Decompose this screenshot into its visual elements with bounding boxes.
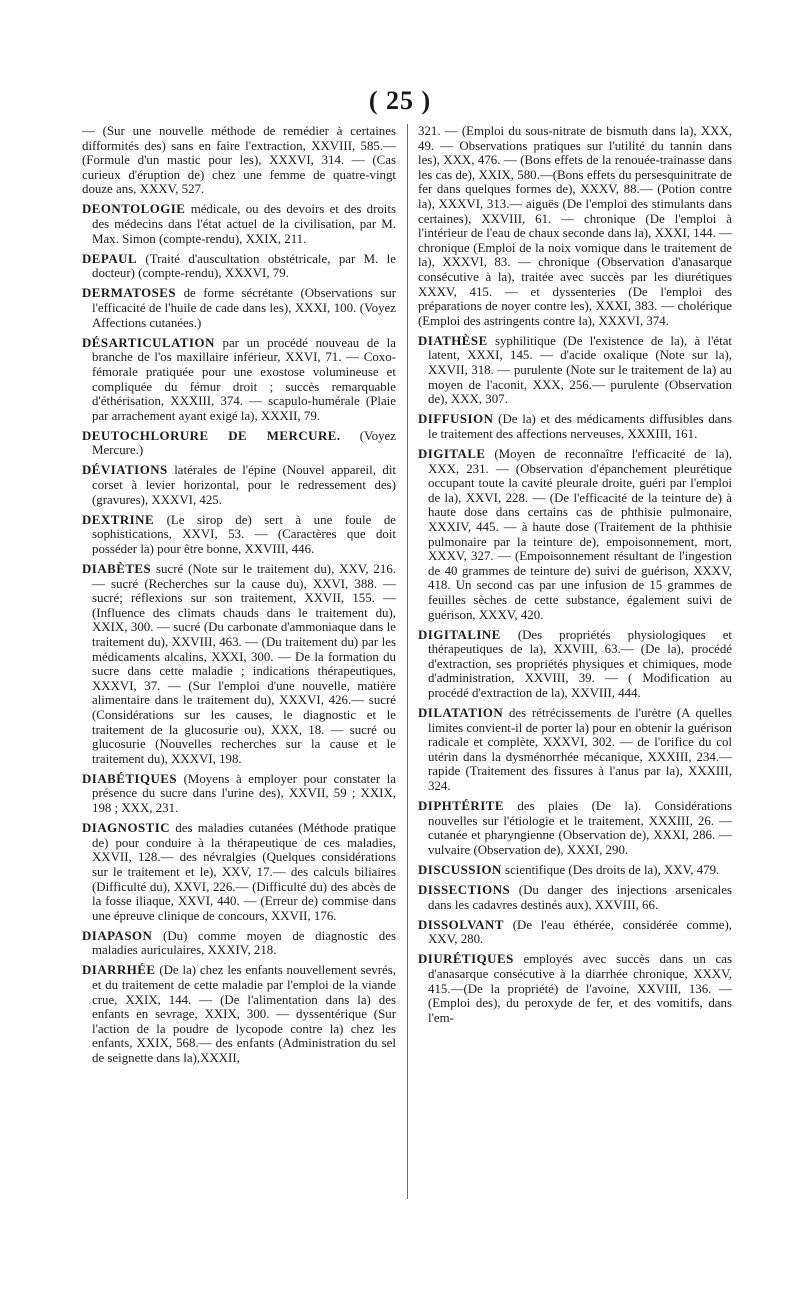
index-entry — [418, 952, 732, 1025]
index-entry — [82, 202, 396, 246]
entry-text: latérales de l'épine (Nouvel appareil, dit corset à levier horizontal, pour le redressement des) (gravures), XXXVI, 425. — [92, 463, 396, 507]
entry-text: des rétrécissements de l'urètre (A quelles limites convient-il de porter la) pour en obtenir la guérison radicale et complète, XXXVI, 302. — de l'orifice du col utérin dans la dysménorrhée mécanique, XXXIII, 234.— rapide (Traitement des fissures à l'anus par la), XXXIII, 324. — [428, 706, 732, 794]
entry-text: (Traité d'auscultation obstétricale, par M. le docteur) (compte-rendu), XXXVI, 79. — [92, 251, 396, 281]
index-entry — [82, 286, 396, 330]
index-entry — [82, 336, 396, 424]
entry-headword: DIGITALE — [418, 446, 486, 461]
entry-headword: DEONTOLOGIE — [82, 202, 186, 217]
index-entry — [82, 562, 396, 766]
index-entry — [418, 412, 732, 441]
entry-headword: DIFFUSION — [418, 412, 494, 427]
index-entry — [418, 628, 732, 701]
index-entry — [82, 513, 396, 557]
index-entry — [82, 963, 396, 1065]
entry-headword: DIABÉTIQUES — [82, 771, 178, 786]
index-entry — [82, 929, 396, 958]
entry-headword: DEXTRINE — [82, 512, 155, 527]
left-column — [82, 124, 396, 1071]
entry-headword: DIURÉTIQUES — [418, 952, 514, 967]
index-entry — [418, 799, 732, 857]
index-entry — [82, 429, 396, 458]
entry-text: (Des propriétés physiologiques et thérapeutiques de la), XXVIII, 63.— (De la), procédé d'extraction, ses propriétés physiques et chimiques, mode d'administration, XXVIII, 39. — ( Modification au procédé d'extraction de la), XXVIII, 444. — [428, 627, 732, 700]
index-entry — [418, 918, 732, 947]
index-entry — [82, 772, 396, 816]
entry-headword: DERMATOSES — [82, 286, 177, 301]
entry-headword: DEUTOCHLORURE DE MERCURE. — [82, 428, 341, 443]
entry-text: sucré (Note sur le traitement du), XXV, 216. — sucré (Recherches sur la cause du), XXVI, 388. — sucré; réflexions sur son traitement, XXVII, 155. — (Influence des climats chauds dans le traitement du), XXIX, 300. — sucré (Du carbonate d'ammoniaque dans le traitement du), XXVIII, 463. — (Du traitement du) par les médicaments alcalins, XXXI, 300. — De la formation du sucre dans cette maladie ; indications thérapeutiques, XXXVI, 37. — (Sur l'emploi d'une nouvelle, matière alimentaire dans le traitement du), XXXVI, 426.— sucré (Considérations sur les causes, le diagnostic et le traitement de la glucosurie ou), XXX, 18. — sucré ou glucosurie (Nouvelles recherches sur la cause et le traitement du), XXXVI, 198. — [92, 562, 396, 766]
entry-text: (De l'eau éthérée, considérée comme), XXV, 280. — [428, 917, 732, 947]
index-entry — [418, 124, 732, 328]
index-entry — [418, 863, 732, 878]
entry-headword: DEPAUL — [82, 251, 138, 266]
entry-headword: DIAGNOSTIC — [82, 821, 171, 836]
entry-text: des plaies (De la). Considérations nouvelles sur l'étiologie et le traitement, XXXIII, 26. — cutanée et pharyngienne (Observation de), XXXI, 286. — vulvaire (Observation de), XXXI, 290. — [428, 799, 732, 857]
entry-headword: DÉSARTICULATION — [82, 335, 215, 350]
index-entry — [82, 821, 396, 923]
entry-text: (Voyez Mercure.) — [92, 428, 396, 458]
entry-text: (Moyens à employer pour constater la présence du sucre dans l'urine des), XXVII, 59 ; XXIX, 198 ; XXX, 231. — [92, 771, 396, 816]
entry-text: (Le sirop de) sert à une foule de sophistications, XXVI, 53. — (Caractères que doit posséder la) pour être bonne, XXVIII, 446. — [92, 512, 396, 556]
entry-headword: DIATHÈSE — [418, 333, 488, 348]
entry-text: des maladies cutanées (Méthode pratique de) pour conduire à la thérapeutique de ces maladies, XXVII, 128.— des névralgies (Quelques considérations sur le traitement et le), XXV, 17.— des calculs biliaires (Difficulté du), XXVI, 226.— (Difficulté du) des abcès de la fosse iliaque, XXVI, 440. — (Erreur de) commise dans une épreuve clinique de concours, XXVII, 176. — [92, 821, 396, 923]
entry-headword: DÉVIATIONS — [82, 463, 168, 478]
entry-headword: DISSECTIONS — [418, 883, 511, 898]
entry-text: (Du danger des injections arsenicales dans les cadavres destinés aux), XXVIII, 66. — [428, 883, 732, 912]
index-entry — [82, 124, 396, 197]
column-divider — [407, 124, 408, 1199]
entry-text: (De la) chez les enfants nouvellement sevrés, et du traitement de cette maladie par l'emploi de la viande crue, XXIX, 144. — (De l'alimentation dans la) des enfants en sevrage, XXIX, 300. — dyssentérique (Sur l'action de la poudre de lycopode contre la) chez les enfants, XXIX, 568.— des enfants (Administration du sel de seignette dans la),XXXII, — [92, 963, 396, 1066]
index-entry — [418, 883, 732, 912]
entry-headword: DIABÈTES — [82, 562, 152, 577]
right-column — [418, 124, 732, 1031]
entry-text: employés avec succès dans un cas d'anasarque consécutive à la diarrhée chronique, XXXV, 415.—(De la propriété) de l'avoine, XXVIII, 136. — (Emploi des), du peroxyde de fer, et des vomitifs, dans l'em- — [428, 952, 732, 1025]
index-entry — [418, 706, 732, 794]
entry-text: (Du) comme moyen de diagnostic des maladies auriculaires, XXXIV, 218. — [92, 928, 396, 958]
entry-text: 321. — (Emploi du sous-nitrate de bismuth dans la), XXX, 49. — Observations pratiques sur l'utilité du tannin dans les), XXX, 476. — (Bons effets de la renouée-trainasse dans les cas de), XXIX, 580.—(Bons effets du persesquinitrate de fer dans quelques formes de), XXXV, 88.— (Potion contre la), XXXVI, 313.— aiguës (De l'emploi des stimulants dans certaines), XXVIII, 61. — chronique (De l'emploi à l'intérieur de l'eau de chaux seconde dans la), XXXI, 144. — chronique (Emploi de la noix vomique dans le traitement de la), XXXVI, 83. — chronique (Observation d'anasarque consécutive à la), traitée avec succès par les diurétiques XXXV, 415. — et dyssenteries (De l'emploi des préparations de noyer contre les), XXXI, 383. — cholérique (Emploi des astringents contre la), XXXVI, 374. — [418, 124, 732, 328]
entry-headword: DIAPASON — [82, 928, 153, 943]
page-number: ( 25 ) — [368, 86, 432, 115]
entry-text: scientifique (Des droits de la), XXV, 479. — [505, 863, 720, 877]
entry-text: médicale, ou des devoirs et des droits des médecins dans l'état actuel de la civilisation, par M. Max. Simon (compte-rendu), XXIX, 211. — [92, 202, 396, 246]
entry-headword: DIGITALINE — [418, 627, 501, 642]
index-entry — [82, 252, 396, 281]
entry-headword: DISSOLVANT — [418, 917, 504, 932]
index-entry — [418, 334, 732, 407]
entry-text: — (Sur une nouvelle méthode de remédier à certaines difformités des) sans en faire l'extraction, XXVIII, 585.—(Formule d'un mastic pour les), XXXVI, 314. — (Cas curieux d'éruption de) chez une femme de quatre-vingt douze ans, XXXV, 527. — [82, 124, 396, 197]
entry-headword: DIPHTÉRITE — [418, 799, 504, 814]
index-entry — [418, 447, 732, 622]
entry-headword: DILATATION — [418, 706, 504, 721]
entry-headword: DISCUSSION — [418, 863, 502, 877]
entry-text: de forme sécrétante (Observations sur l'efficacité de l'huile de cade dans les), XXXI, 100. (Voyez Affections cutanées.) — [92, 286, 396, 330]
entry-headword: DIARRHÉE — [82, 963, 156, 978]
entry-text: (Moyen de reconnaître l'efficacité de la), XXX, 231. — (Observation d'épanchement pleurétique occupant toute la cavité pleurale droite, guéri par l'emploi de la), XXVI, 228. — (De l'efficacité de la teinture de) à haute dose dans certains cas de phthisie pulmonaire, XXXIV, 445. — à haute dose (Traitement de la phthisie pulmonaire par la teinture de), empoisonnement, mort, XXXV, 327. — (Empoisonnement résultant de l'ingestion de 40 grammes de teinture de) suivi de guérison, XXXV, 418. Un second cas par une infusion de 15 grammes de feuilles sèches de cette substance, également suivi de guérison, XXXV, 420. — [428, 446, 732, 622]
index-entry — [82, 463, 396, 507]
entry-text: par un procédé nouveau de la branche de l'os maxillaire inférieur, XXVI, 71. — Coxo-fémorale pratiquée pour une exostose volumineuse et compliquée du fémur droit ; succès remarquable d'éthérisation, XXXIII, 374. — scapulo-humérale (Plaie par arrachement ayant exigé la), XXXII, 79. — [92, 335, 396, 423]
entry-text: syphilitique (De l'existence de la), à l'état latent, XXXI, 145. — d'acide oxalique (Note sur la), XXVII, 318. — purulente (Note sur le traitement de la) au moyen de l'aconit, XXX, 256.— purulente (Observation de), XXX, 307. — [428, 333, 732, 407]
entry-text: (De la) et des médicaments diffusibles dans le traitement des affections nerveuses, XXXIII, 161. — [428, 412, 732, 441]
